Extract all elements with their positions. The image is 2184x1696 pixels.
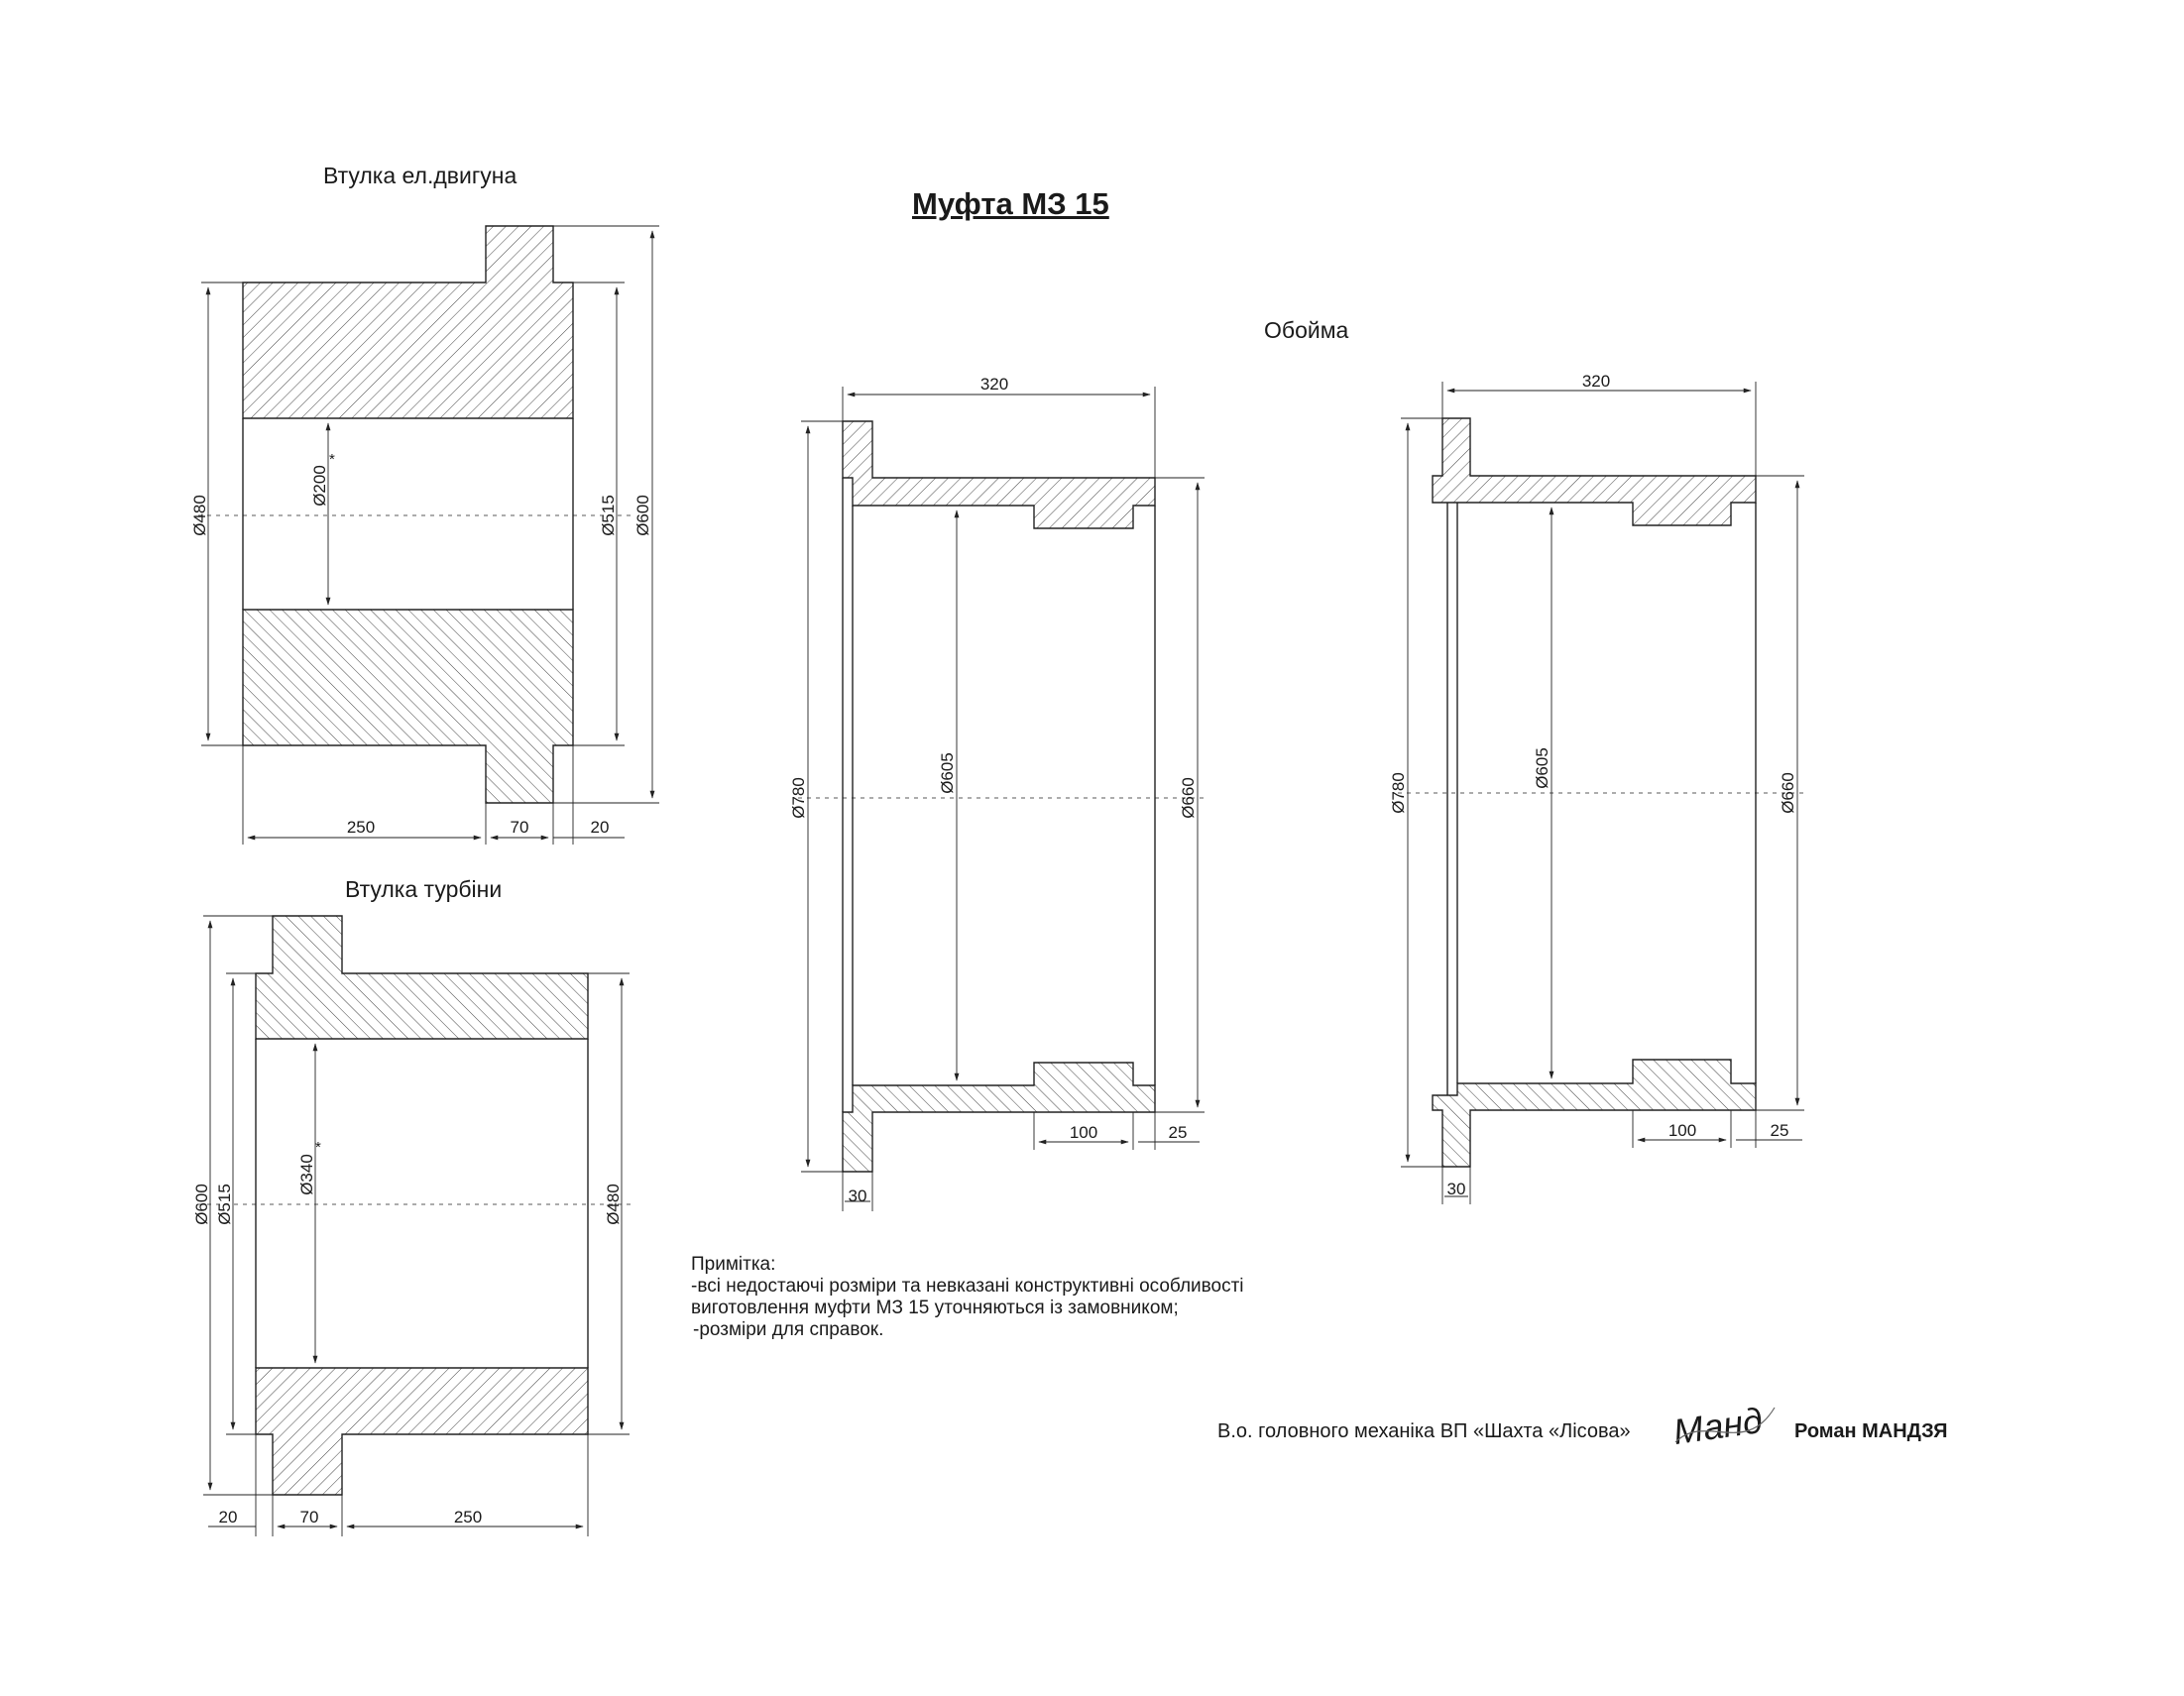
reference-mark: * <box>315 1139 321 1156</box>
dim-25: 25 <box>1770 1121 1789 1140</box>
cage-left-drawing <box>798 421 1205 1172</box>
dim-100: 100 <box>1069 1123 1098 1142</box>
turbine-bushing-title: Втулка турбіни <box>345 876 503 902</box>
turbine-bushing-dimension-labels <box>192 1139 623 1526</box>
dim-320: 320 <box>979 375 1009 394</box>
cage-right-drawing <box>1398 418 1804 1167</box>
cage-title: Обойма <box>1264 317 1349 343</box>
dim-d340: Ø340 <box>297 1154 316 1195</box>
dim-30: 30 <box>1446 1180 1466 1198</box>
signature-position: В.о. головного механіка ВП «Шахта «Лісова» <box>1217 1420 1631 1442</box>
note-line-1: -всі недостаючі розміри та невказані конструктивні особливості <box>691 1276 1244 1297</box>
dim-d480: Ø480 <box>190 495 209 536</box>
dim-70: 70 <box>510 818 529 837</box>
dim-d600: Ø600 <box>192 1184 211 1225</box>
dim-d605: Ø605 <box>1533 747 1552 789</box>
dim-d480: Ø480 <box>604 1184 623 1225</box>
dim-250: 250 <box>453 1508 483 1526</box>
dim-d515: Ø515 <box>215 1184 234 1225</box>
motor-bushing-title: Втулка ел.двигуна <box>323 163 517 188</box>
turbine-bushing-drawing <box>198 916 634 1495</box>
dim-d660: Ø660 <box>1179 777 1198 819</box>
dim-d200: Ø200 <box>310 465 329 507</box>
note-block <box>691 1254 1244 1341</box>
drawing-title: Муфта МЗ 15 <box>912 186 1109 221</box>
handwritten-signature: Манд <box>1670 1399 1766 1453</box>
dim-d600: Ø600 <box>633 495 652 536</box>
dim-320: 320 <box>1581 372 1611 391</box>
dim-100: 100 <box>1667 1121 1697 1140</box>
dim-250: 250 <box>346 818 376 837</box>
dim-d515: Ø515 <box>599 495 618 536</box>
reference-mark: * <box>329 451 335 468</box>
motor-bushing-lower-section <box>243 610 573 803</box>
turbine-bushing-upper-section <box>256 916 588 1039</box>
motor-bushing-upper-section <box>243 226 573 418</box>
cage-right-lower-section <box>1433 1060 1756 1167</box>
dim-30: 30 <box>848 1187 867 1205</box>
turbine-bushing-lower-section <box>256 1368 588 1495</box>
dim-20: 20 <box>218 1508 238 1526</box>
cage-left-lower-section <box>843 1063 1155 1172</box>
dim-d660: Ø660 <box>1779 772 1797 814</box>
dim-70: 70 <box>299 1508 319 1526</box>
note-heading: Примітка: <box>691 1254 776 1275</box>
motor-bushing-drawing <box>198 226 634 803</box>
dim-d605: Ø605 <box>938 752 957 794</box>
note-line-2: виготовлення муфти МЗ 15 уточняються із замовником; <box>691 1298 1179 1318</box>
note-line-3: -розміри для справок. <box>693 1319 884 1340</box>
dim-d780: Ø780 <box>789 777 808 819</box>
dim-20: 20 <box>590 818 610 837</box>
dim-25: 25 <box>1168 1123 1188 1142</box>
signature-name: Роман МАНДЗЯ <box>1794 1420 1948 1442</box>
cage-right-upper-section <box>1433 418 1756 525</box>
dim-d780: Ø780 <box>1389 772 1408 814</box>
cage-left-upper-section <box>843 421 1155 528</box>
